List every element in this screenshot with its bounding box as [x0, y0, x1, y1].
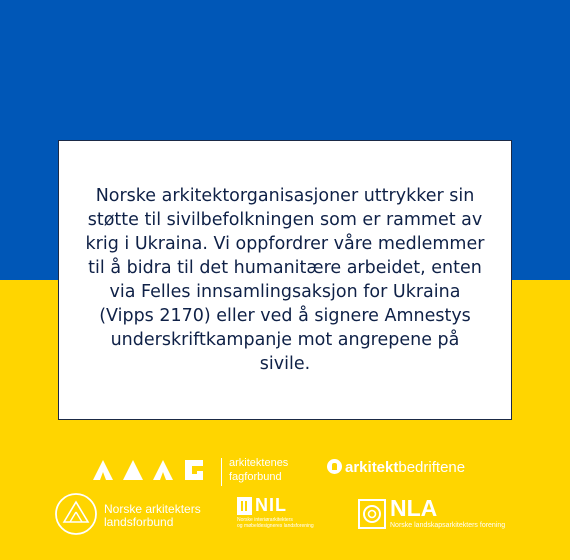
akb-circle-icon [327, 459, 342, 474]
afag-line1: arkitektenes [229, 457, 289, 469]
akb-rest: bedriftene [398, 459, 466, 476]
afag-divider [221, 458, 222, 486]
nil-icon [237, 497, 252, 515]
nil-subtitle [237, 517, 347, 529]
nla-icon [358, 499, 386, 529]
nil-sub-line1: Norske interiørarkitekters [237, 517, 293, 523]
akb-logo [327, 459, 465, 476]
message-card [58, 140, 512, 420]
afag-line2: fagforbund [229, 471, 282, 483]
nla-subtitle: Norske landskapsarkitekters forening [390, 522, 506, 529]
afag-triangles-logo [93, 458, 213, 480]
message-text: Norske arkitektorganisasjoner uttrykker sin støtte til sivilbefolkningen som er rammet av krig i Ukraina. Vi oppfordrer våre medlemmer til å bidra til det humanitære arbeidet, enten via Felles innsamlingsaksjon for Ukraina (Vipps 2170) eller ved å signere Amnestys underskriftkampanje mot angrepene på sivile. [85, 186, 485, 374]
akb-bold: arkitekt [345, 459, 399, 476]
nla-name: NLA [390, 495, 438, 521]
nil-name: NIL [255, 495, 287, 515]
nal-line1: Norske arkitekters [104, 502, 201, 516]
afag-name [229, 456, 288, 484]
nal-emblem-icon [54, 492, 98, 536]
nil-sub-line2: og møbeldesigneres landsforening [237, 523, 314, 529]
nal-line2: landsforbund [104, 515, 174, 529]
nal-name [104, 503, 201, 529]
